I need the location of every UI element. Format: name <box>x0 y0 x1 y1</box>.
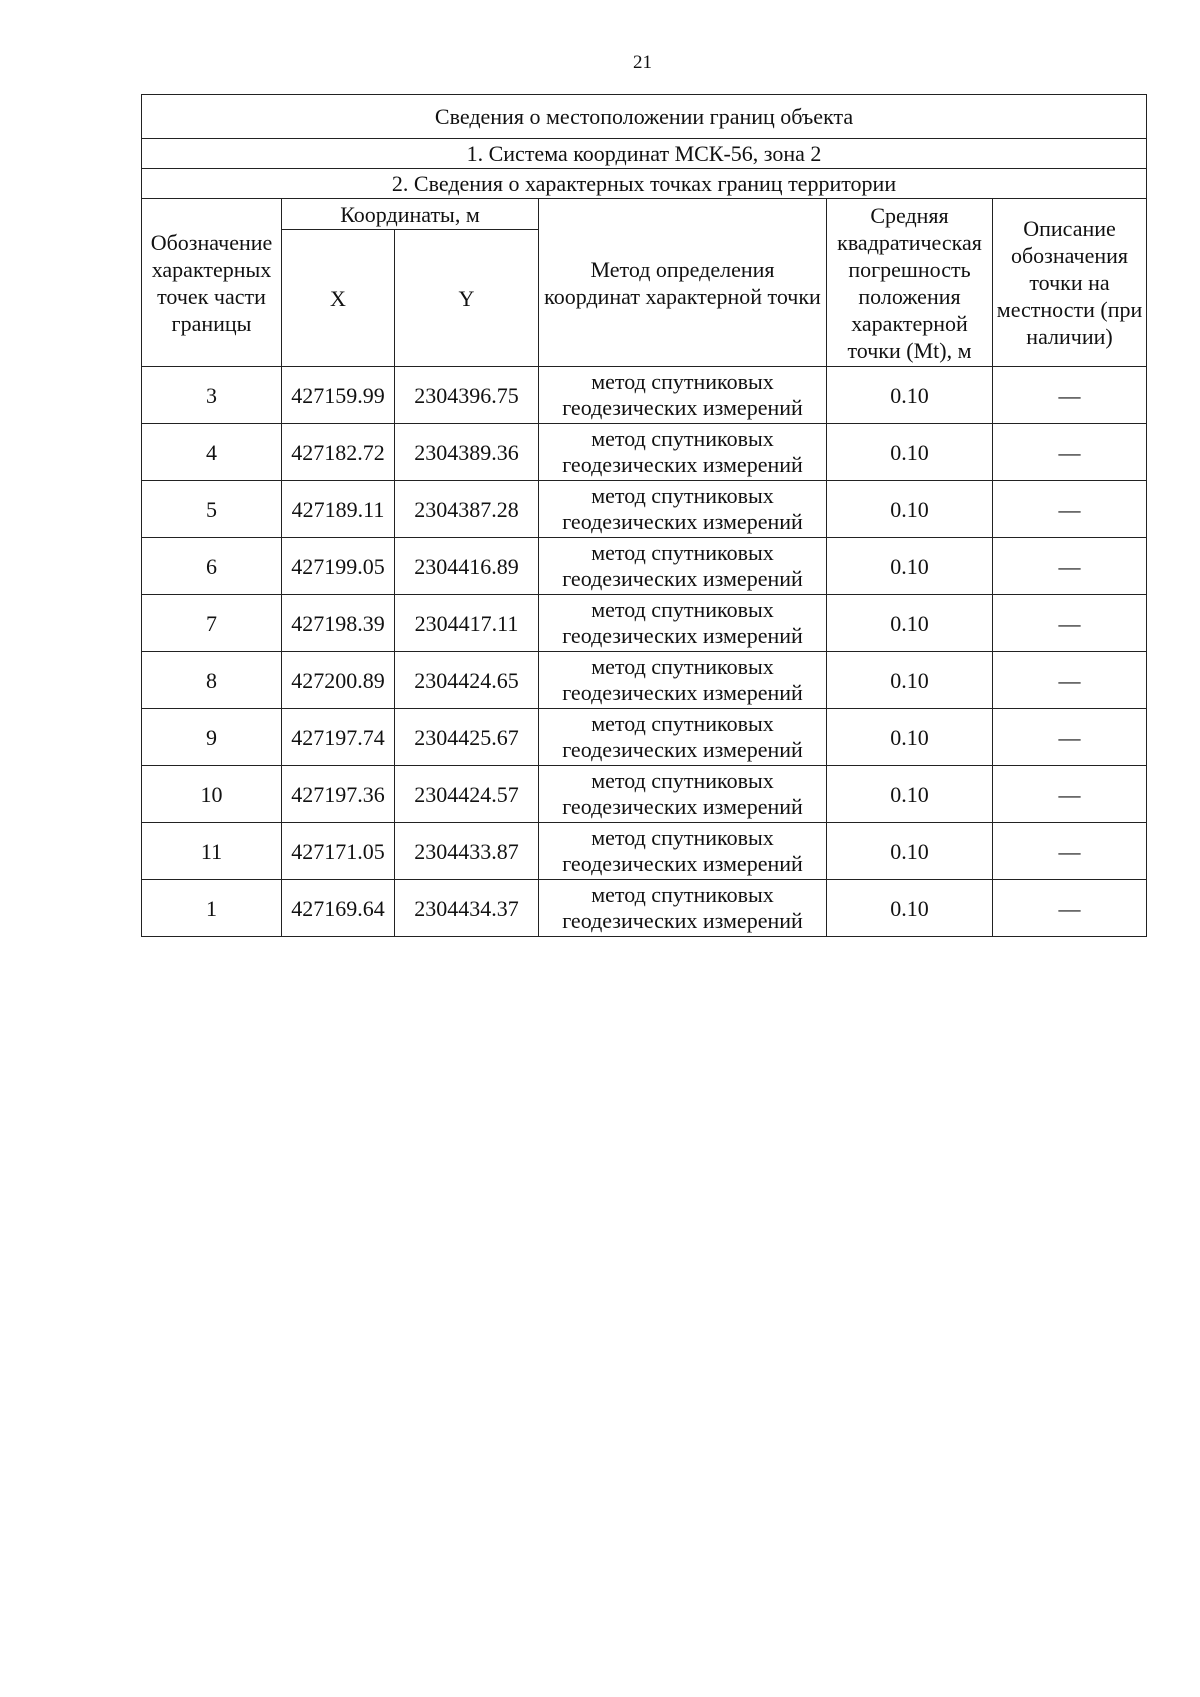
header-coordinates: Координаты, м <box>282 199 539 230</box>
table-row <box>142 424 1147 481</box>
header-x: X <box>282 230 395 367</box>
cell-description: — <box>993 367 1147 424</box>
cell-x: 427200.89 <box>282 652 395 709</box>
cell-point: 6 <box>142 538 282 595</box>
cell-description: — <box>993 424 1147 481</box>
cell-point: 8 <box>142 652 282 709</box>
table-row <box>142 823 1147 880</box>
cell-y: 2304389.36 <box>395 424 539 481</box>
table-body <box>142 367 1147 937</box>
cell-x: 427189.11 <box>282 481 395 538</box>
cell-method: метод спутниковых геодезических измерений <box>539 766 827 823</box>
cell-description: — <box>993 481 1147 538</box>
cell-point: 3 <box>142 367 282 424</box>
cell-error: 0.10 <box>827 367 993 424</box>
table-row <box>142 367 1147 424</box>
cell-y: 2304434.37 <box>395 880 539 937</box>
table-title: Сведения о местоположении границ объекта <box>142 95 1147 139</box>
cell-x: 427199.05 <box>282 538 395 595</box>
table-row <box>142 595 1147 652</box>
cell-point: 11 <box>142 823 282 880</box>
coordinate-system: 1. Система координат МСК-56, зона 2 <box>142 139 1147 169</box>
cell-y: 2304417.11 <box>395 595 539 652</box>
cell-description: — <box>993 709 1147 766</box>
cell-method: метод спутниковых геодезических измерений <box>539 367 827 424</box>
cell-method: метод спутниковых геодезических измерений <box>539 823 827 880</box>
cell-method: метод спутниковых геодезических измерений <box>539 481 827 538</box>
header-method: Метод определения координат характерной точки <box>539 199 827 367</box>
cell-point: 9 <box>142 709 282 766</box>
table-row <box>142 709 1147 766</box>
cell-point: 1 <box>142 880 282 937</box>
boundary-points-table <box>141 94 1147 937</box>
cell-point: 4 <box>142 424 282 481</box>
cell-point: 5 <box>142 481 282 538</box>
cell-error: 0.10 <box>827 766 993 823</box>
header-point-designation: Обозначение характерных точек части границы <box>142 199 282 367</box>
cell-description: — <box>993 652 1147 709</box>
cell-error: 0.10 <box>827 709 993 766</box>
cell-error: 0.10 <box>827 481 993 538</box>
cell-method: метод спутниковых геодезических измерений <box>539 652 827 709</box>
page-number: 21 <box>633 52 652 73</box>
cell-method: метод спутниковых геодезических измерений <box>539 880 827 937</box>
cell-method: метод спутниковых геодезических измерений <box>539 538 827 595</box>
table-row <box>142 481 1147 538</box>
cell-method: метод спутниковых геодезических измерений <box>539 424 827 481</box>
cell-description: — <box>993 766 1147 823</box>
table-row <box>142 652 1147 709</box>
cell-x: 427197.36 <box>282 766 395 823</box>
cell-point: 7 <box>142 595 282 652</box>
cell-description: — <box>993 823 1147 880</box>
cell-x: 427198.39 <box>282 595 395 652</box>
cell-x: 427171.05 <box>282 823 395 880</box>
cell-point: 10 <box>142 766 282 823</box>
cell-description: — <box>993 880 1147 937</box>
cell-y: 2304424.65 <box>395 652 539 709</box>
cell-error: 0.10 <box>827 424 993 481</box>
cell-x: 427159.99 <box>282 367 395 424</box>
header-description: Описание обозначения точки на местности (при наличии) <box>993 199 1147 367</box>
cell-error: 0.10 <box>827 538 993 595</box>
cell-error: 0.10 <box>827 652 993 709</box>
cell-x: 427169.64 <box>282 880 395 937</box>
cell-y: 2304425.67 <box>395 709 539 766</box>
table-row <box>142 766 1147 823</box>
cell-description: — <box>993 538 1147 595</box>
table-row <box>142 880 1147 937</box>
header-y: Y <box>395 230 539 367</box>
cell-x: 427197.74 <box>282 709 395 766</box>
cell-error: 0.10 <box>827 880 993 937</box>
section-title: 2. Сведения о характерных точках границ территории <box>142 169 1147 199</box>
cell-y: 2304424.57 <box>395 766 539 823</box>
cell-error: 0.10 <box>827 823 993 880</box>
cell-y: 2304387.28 <box>395 481 539 538</box>
cell-method: метод спутниковых геодезических измерений <box>539 595 827 652</box>
cell-y: 2304433.87 <box>395 823 539 880</box>
cell-description: — <box>993 595 1147 652</box>
cell-x: 427182.72 <box>282 424 395 481</box>
header-error: Средняя квадратическая погрешность положения характерной точки (Mt), м <box>827 199 993 367</box>
cell-y: 2304416.89 <box>395 538 539 595</box>
cell-y: 2304396.75 <box>395 367 539 424</box>
cell-error: 0.10 <box>827 595 993 652</box>
table-row <box>142 538 1147 595</box>
cell-method: метод спутниковых геодезических измерений <box>539 709 827 766</box>
